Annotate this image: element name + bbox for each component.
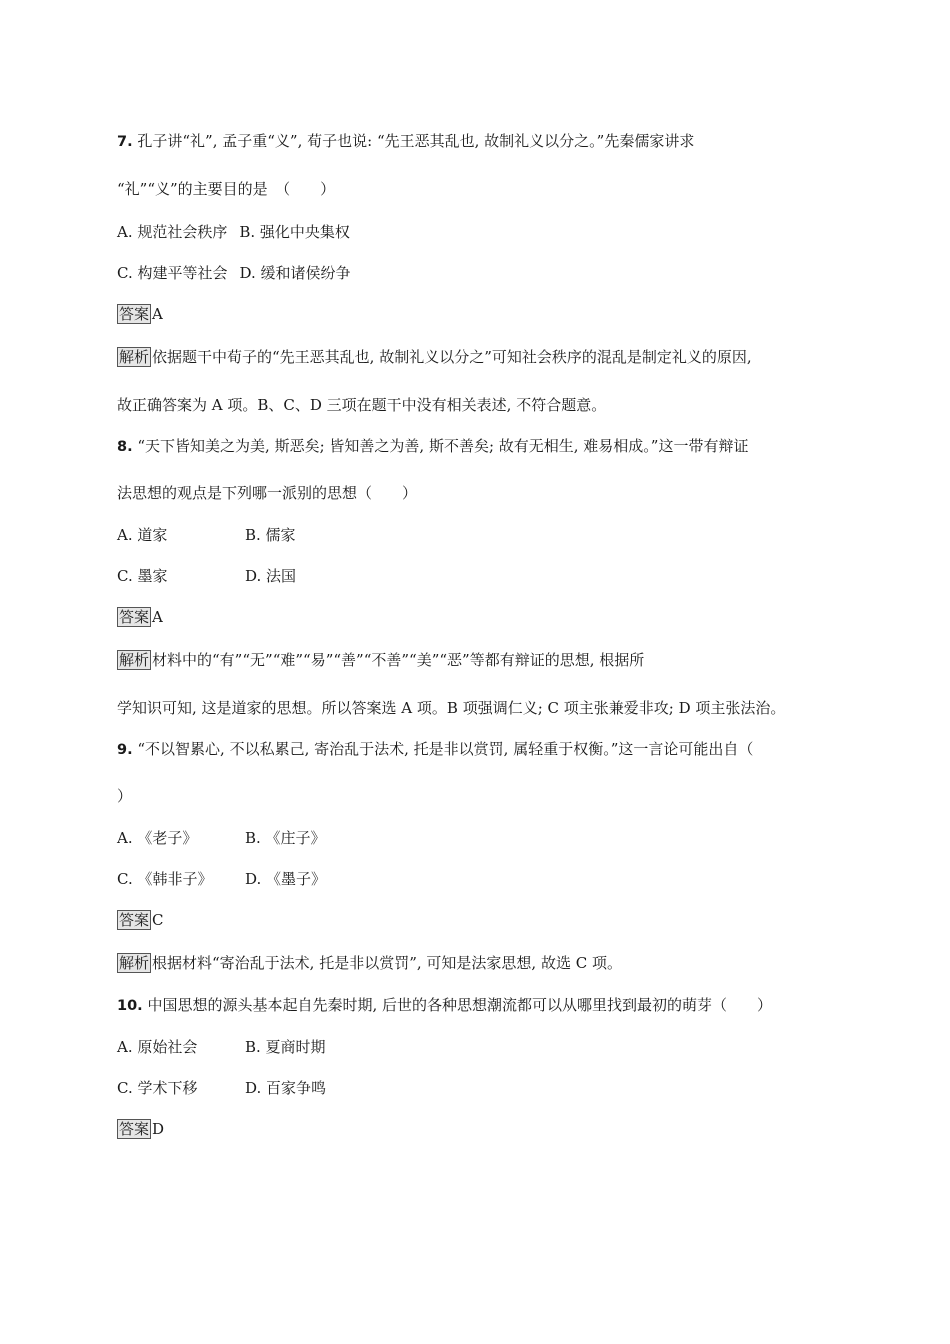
q8-analysis-line1: 解析 材料中的“有”“无”“难”“易”“善”“不善”“美”“恶”等都有辩证的思想, 根据所 [119, 651, 645, 669]
q8-option-c: C. 墨家 [117, 567, 168, 585]
q9-number: 9. [117, 742, 133, 758]
q10-answer [117, 1119, 164, 1139]
q7-analysis-line1: 解析 依据题干中荀子的“先王恶其乱也, 故制礼义以分之”可知社会秩序的混乱是制定礼义的原因, [119, 348, 752, 366]
q10-stem-line1: 10. 中国思想的源头基本起自先秦时期, 后世的各种思想潮流都可以从哪里找到最初的萌芽（ ） [117, 996, 772, 1014]
q8-option-a: A. 道家 [117, 526, 168, 544]
q9-options-cd [117, 869, 327, 889]
q8-stem-line1: 8. “天下皆知美之为美, 斯恶矣; 皆知善之为善, 斯不善矣; 故有无相生, 难易相成。”这一带有辩证 [117, 437, 749, 455]
answer-value: A [152, 305, 163, 323]
analysis-label: 解析 [119, 651, 150, 669]
q9-stem-line2: ） [117, 787, 133, 805]
q7-analysis-line2: 故正确答案为 A 项。B、C、D 三项在题干中没有相关表述, 不符合题意。 [117, 396, 607, 414]
answer-label: 答案 [119, 1120, 150, 1138]
q7-stem-line1: 7. 孔子讲“礼”, 孟子重“义”, 荀子也说: “先王恶其乱也, 故制礼义以分之。”先秦儒家讲求 [117, 132, 695, 150]
q8-options-cd [117, 566, 297, 586]
answer-value: C [152, 911, 164, 929]
q7-stem-line2: “礼”“义”的主要目的是 （ ） [117, 180, 336, 198]
q9-option-b: B. 《庄子》 [245, 829, 326, 847]
q8-number: 8. [117, 439, 133, 455]
answer-label: 答案 [119, 608, 150, 626]
q7-options-ab [117, 222, 350, 242]
q9-option-a: A. 《老子》 [117, 829, 198, 847]
q10-option-d: D. 百家争鸣 [245, 1079, 327, 1097]
answer-value: D [152, 1120, 165, 1138]
q10-options-ab [117, 1037, 326, 1057]
q9-options-ab [117, 828, 326, 848]
q7-option-c: C. 构建平等社会 [117, 264, 228, 282]
answer-label: 答案 [119, 305, 150, 323]
q8-analysis-line2: 学知识可知, 这是道家的思想。所以答案选 A 项。B 项强调仁义; C 项主张兼爱非攻; D 项主张法治。 [117, 699, 786, 717]
q10-options-cd [117, 1078, 327, 1098]
answer-value: A [152, 608, 163, 626]
q8-stem-line2: 法思想的观点是下列哪一派别的思想（ ） [117, 484, 418, 502]
q9-analysis-line1: 解析 根据材料“寄治乱于法术, 托是非以赏罚”, 可知是法家思想, 故选 C 项。 [119, 954, 622, 972]
q7-number: 7. [117, 134, 133, 150]
q10-option-c: C. 学术下移 [117, 1079, 198, 1097]
q8-answer [117, 607, 163, 627]
q8-option-d: D. 法国 [245, 567, 297, 585]
q9-option-c: C. 《韩非子》 [117, 870, 213, 888]
q7-options-cd [117, 263, 351, 283]
q9-option-d: D. 《墨子》 [245, 870, 327, 888]
q8-options-ab [117, 525, 296, 545]
q9-stem-line1: 9. “不以智累心, 不以私累己, 寄治乱于法术, 托是非以赏罚, 属轻重于权衡。”这一言论可能出自（ [117, 740, 754, 758]
q9-answer [117, 910, 164, 930]
analysis-label: 解析 [119, 348, 150, 366]
q10-number: 10. [117, 998, 143, 1014]
q10-option-b: B. 夏商时期 [245, 1038, 326, 1056]
q7-answer [117, 304, 163, 324]
answer-label: 答案 [119, 911, 150, 929]
q8-option-b: B. 儒家 [245, 526, 296, 544]
q7-option-a: A. 规范社会秩序 [117, 223, 228, 241]
q7-option-d: D. 缓和诸侯纷争 [239, 264, 351, 282]
q7-option-b: B. 强化中央集权 [239, 223, 350, 241]
q10-option-a: A. 原始社会 [117, 1038, 198, 1056]
analysis-label: 解析 [119, 954, 150, 972]
